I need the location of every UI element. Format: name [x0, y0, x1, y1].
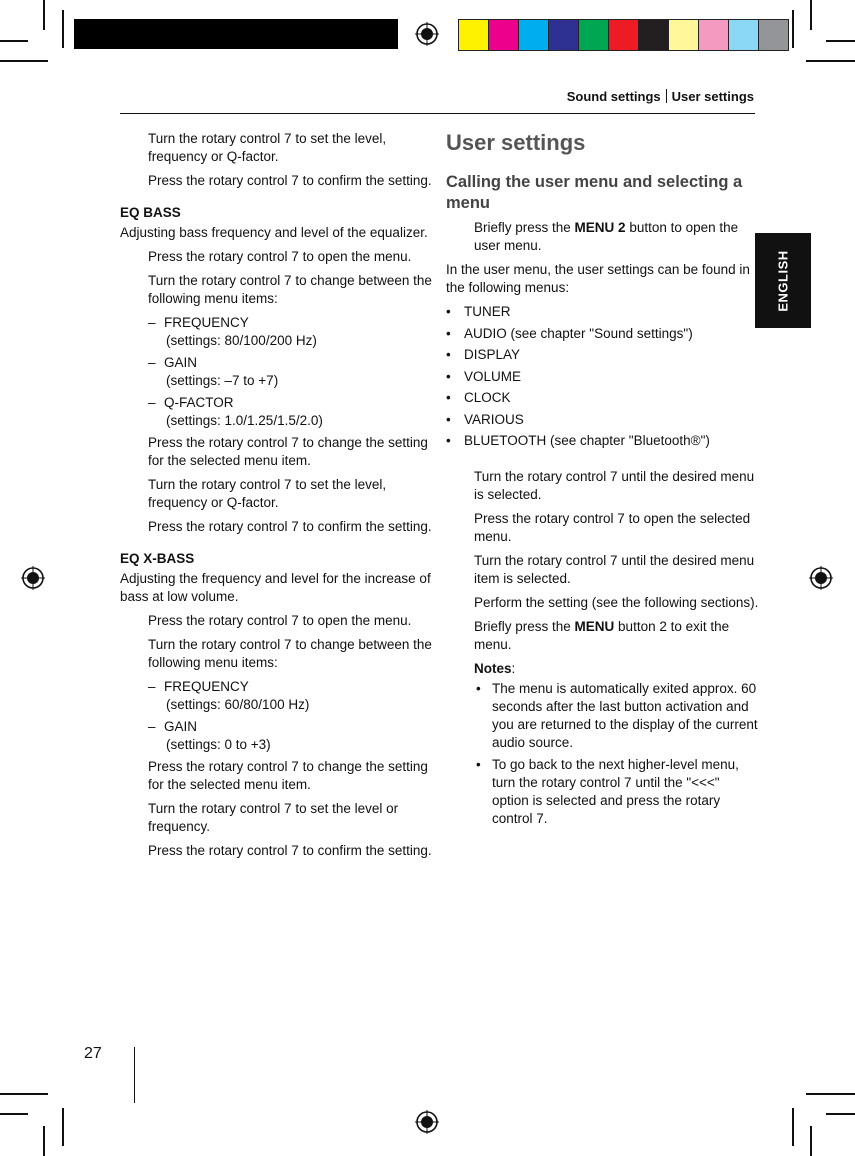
notes-list: [474, 680, 760, 828]
step: Turn the rotary control 7 to change between the following menu items:: [148, 273, 432, 306]
note-item: • The menu is automatically exited approx. 60 seconds after the last button activation and you are returned to the display of the current audio source.: [474, 680, 760, 752]
menu-key-label: MENU 2: [574, 220, 626, 235]
crop-mark: [806, 60, 855, 62]
registration-mark-icon: [21, 566, 45, 590]
language-tab: [755, 233, 811, 328]
crop-mark: [62, 1108, 64, 1146]
step: Press the rotary control 7 to confirm the setting.: [148, 519, 432, 534]
step: Turn the rotary control 7 to set the level or frequency.: [148, 801, 399, 834]
crop-mark: [0, 60, 48, 62]
crop-mark: [826, 1113, 855, 1115]
crop-mark: [0, 40, 28, 42]
color-swatch: [489, 20, 519, 50]
crop-mark: [810, 1126, 812, 1156]
step: Press the rotary control 7 to change the setting for the selected menu item.: [148, 759, 428, 792]
section-heading: EQ BASS: [120, 205, 181, 220]
subsection-title: Calling the user menu and selecting a menu: [446, 173, 743, 212]
note-item: • To go back to the next higher-level menu, turn the rotary control 7 until the "<<<" option is selected and press the rotary control 7.: [474, 756, 760, 828]
dash-icon: –: [148, 315, 156, 330]
step: Turn the rotary control 7 to change between the following menu items:: [148, 637, 432, 670]
step: Perform the setting (see the following sections).: [474, 595, 759, 610]
left-column: [120, 130, 432, 866]
dash-icon: –: [148, 395, 156, 410]
crop-mark: [43, 1126, 45, 1156]
registration-mark-icon: [809, 566, 833, 590]
crop-mark: [62, 10, 64, 48]
menu-list: [446, 303, 760, 450]
menu-item: – GAIN (settings: –7 to +7): [148, 355, 279, 388]
step: Turn the rotary control 7 until the desired menu item is selected.: [474, 553, 755, 586]
header-subsection: User settings: [671, 89, 754, 104]
menu-item: – Q-FACTOR (settings: 1.0/1.25/1.5/2.0): [148, 395, 323, 428]
notes-label: Notes:: [474, 661, 516, 676]
dash-icon: –: [148, 355, 156, 370]
section-description: Adjusting bass frequency and level of the equalizer.: [120, 225, 428, 240]
list-item: • CLOCK: [446, 389, 760, 407]
menu-item: – FREQUENCY (settings: 80/100/200 Hz): [148, 315, 317, 348]
list-item: • TUNER: [446, 303, 760, 321]
list-item: • BLUETOOTH (see chapter "Bluetooth®"): [446, 432, 760, 450]
dash-icon: –: [148, 679, 156, 694]
step: Press the rotary control 7 to open the menu.: [148, 249, 412, 264]
page-title: User settings: [446, 130, 586, 155]
menu-key-label: MENU: [574, 619, 615, 634]
color-swatch: [549, 20, 579, 50]
notes-block: [446, 660, 760, 828]
crop-mark: [43, 0, 45, 30]
menu-item: – GAIN (settings: 0 to +3): [148, 719, 271, 752]
crop-mark: [792, 10, 794, 48]
dash-icon: –: [148, 719, 156, 734]
section-description: Adjusting the frequency and level for the increase of bass at low volume.: [120, 571, 431, 604]
step: Turn the rotary control 7 until the desired menu is selected.: [474, 469, 755, 502]
crop-mark: [826, 40, 855, 42]
header-separator: [666, 89, 667, 103]
step: Press the rotary control 7 to confirm the setting.: [148, 173, 432, 188]
color-swatch: [459, 20, 489, 50]
registration-mark-icon: [415, 1110, 439, 1134]
intro-text: In the user menu, the user settings can be found in the following menus:: [446, 262, 750, 295]
step: Turn the rotary control 7 to set the level, frequency or Q-factor.: [148, 131, 387, 164]
step: Briefly press the MENU 2 button to open the user menu.: [474, 220, 739, 253]
color-swatch: [519, 20, 549, 50]
menu-item: – FREQUENCY (settings: 60/80/100 Hz): [148, 679, 310, 712]
step: Briefly press the MENU button 2 to exit the menu.: [474, 619, 730, 652]
list-item: • VOLUME: [446, 368, 760, 386]
step: Press the rotary control 7 to open the selected menu.: [474, 511, 751, 544]
color-swatch: [609, 20, 639, 50]
crop-mark: [792, 1108, 794, 1146]
step: Turn the rotary control 7 to set the level, frequency or Q-factor.: [148, 477, 387, 510]
step: Press the rotary control 7 to change the setting for the selected menu item.: [148, 435, 428, 468]
footer-rule: [134, 1047, 135, 1103]
step: Press the rotary control 7 to open the menu.: [148, 613, 412, 628]
crop-mark: [810, 0, 812, 30]
list-item: • DISPLAY: [446, 346, 760, 364]
color-swatch: [639, 20, 669, 50]
color-swatch: [729, 20, 759, 50]
color-swatch: [759, 20, 788, 50]
list-item: • VARIOUS: [446, 411, 760, 429]
print-black-bar: [74, 19, 398, 49]
page-number: 27: [84, 1045, 102, 1062]
step: Press the rotary control 7 to confirm the setting.: [148, 843, 432, 858]
crop-mark: [0, 1113, 28, 1115]
color-swatch: [669, 20, 699, 50]
header-section: Sound settings: [566, 89, 661, 104]
registration-mark-icon: [415, 22, 439, 46]
header-rule: [120, 113, 755, 114]
right-column: [446, 130, 760, 832]
crop-mark: [806, 1093, 855, 1095]
running-header: [567, 89, 754, 104]
color-swatch: [699, 20, 729, 50]
language-tab-label: ENGLISH: [775, 249, 791, 312]
list-item: • AUDIO (see chapter "Sound settings"): [446, 325, 760, 343]
crop-mark: [0, 1093, 48, 1095]
color-calibration-bar: [458, 19, 789, 51]
color-swatch: [579, 20, 609, 50]
section-heading: EQ X-BASS: [120, 551, 195, 566]
